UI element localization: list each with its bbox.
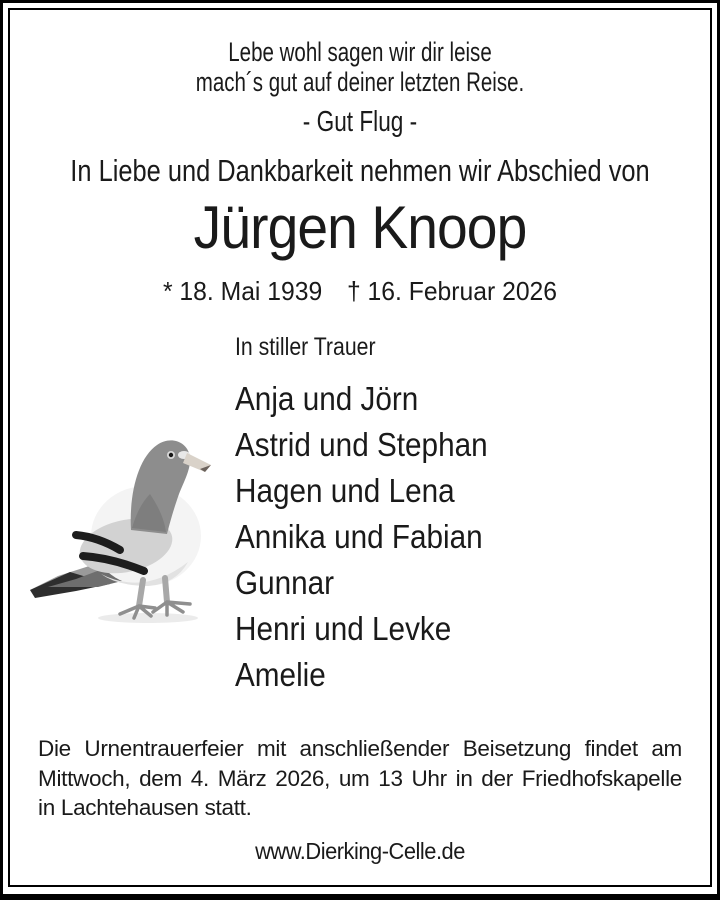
opening-verse-line-2: mach´s gut auf deiner letzten Reise. bbox=[195, 67, 525, 97]
family-name: Henri und Levke bbox=[235, 610, 452, 647]
funeral-notice-line: Mittwoch, dem 4. März 2026, um 13 Uhr in der Friedhofskapelle bbox=[38, 765, 682, 791]
family-name: Astrid und Stephan bbox=[235, 426, 488, 463]
family-names-list bbox=[235, 376, 488, 698]
mourning-section bbox=[235, 333, 516, 698]
funeral-notice-line: Die Urnentrauerfeier mit anschließender Beisetzung findet am bbox=[38, 736, 682, 761]
funeral-notice bbox=[38, 734, 682, 823]
birth-date: * 18. Mai 1939 bbox=[162, 276, 323, 306]
motto-line: - Gut Flug - bbox=[302, 106, 418, 138]
funeral-notice-line: in Lachtehausen statt. bbox=[38, 795, 252, 820]
family-name: Hagen und Lena bbox=[235, 472, 455, 509]
family-name: Annika und Fabian bbox=[235, 518, 483, 555]
mourning-heading: In stiller Trauer bbox=[235, 333, 376, 361]
family-name: Gunnar bbox=[235, 564, 335, 601]
deceased-name: Jürgen Knoop bbox=[193, 194, 527, 261]
family-name: Amelie bbox=[235, 656, 326, 693]
death-date: † 16. Februar 2026 bbox=[346, 276, 558, 306]
family-name: Anja und Jörn bbox=[235, 380, 419, 417]
funeral-home-website: www.Dierking-Celle.de bbox=[255, 838, 465, 864]
opening-verse-line-1: Lebe wohl sagen wir dir leise bbox=[228, 37, 492, 67]
intro-line: In Liebe und Dankbarkeit nehmen wir Abschied von bbox=[70, 153, 650, 188]
life-dates bbox=[18, 277, 702, 307]
racing-pigeon-image bbox=[26, 434, 226, 626]
